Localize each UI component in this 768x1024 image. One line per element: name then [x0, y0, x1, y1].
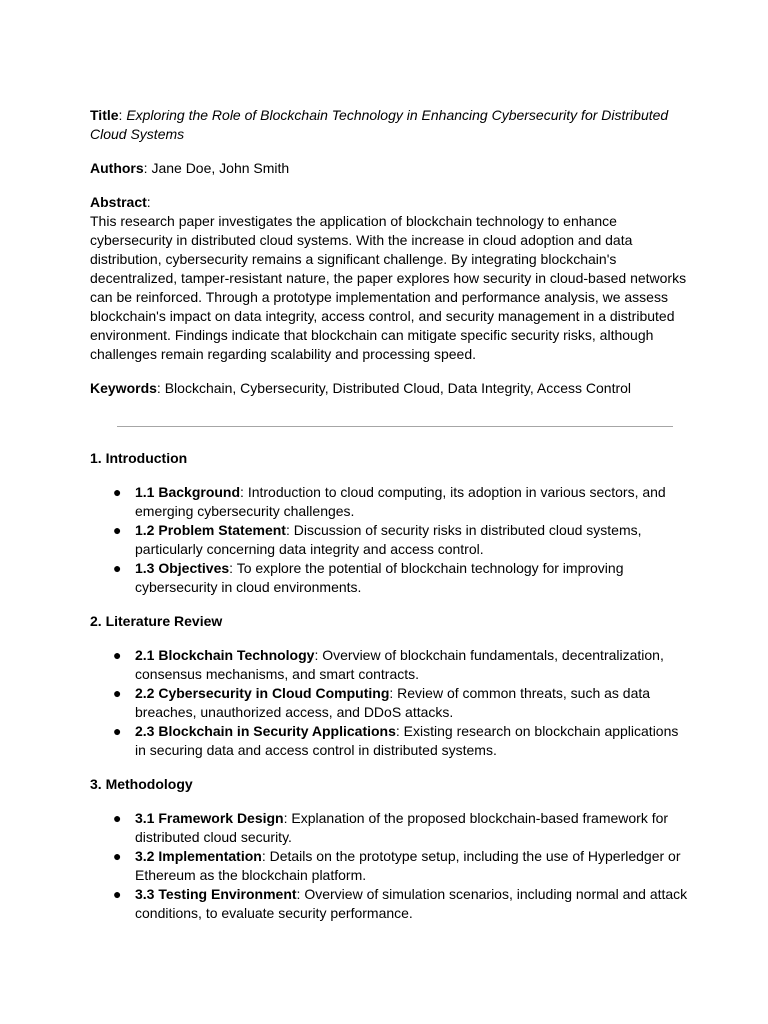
item-label: 3.1 Framework Design — [135, 810, 284, 826]
item-text: Discussion of security risks in distributed cloud systems, particularly concerning data integrity and access control. — [135, 522, 642, 557]
item-text: Details on the prototype setup, including the use of Hyperledger or Ethereum as the blockchain platform. — [135, 848, 681, 883]
bullet-icon: ● — [113, 848, 122, 864]
bullet-icon: ● — [113, 723, 122, 739]
bullet-icon: ● — [113, 685, 122, 701]
item-label: 1.1 Background — [135, 484, 241, 500]
bullet-icon: ● — [113, 810, 122, 826]
bullet-list — [90, 646, 690, 760]
item-text: Overview of blockchain fundamentals, decentralization, consensus mechanisms, and smart contracts. — [135, 647, 664, 682]
item-text: Introduction to cloud computing, its adoption in various sectors, and emerging cybersecurity challenges. — [135, 484, 666, 519]
paper-title: Exploring the Role of Blockchain Technology in Enhancing Cybersecurity for Distributed Cloud Systems — [90, 107, 669, 142]
bullet-icon: ● — [113, 484, 122, 500]
document-header — [90, 106, 690, 398]
keywords-label: Keywords — [90, 380, 157, 396]
item-text: Existing research on blockchain applications in securing data and access control in distributed systems. — [135, 723, 679, 758]
section-introduction — [90, 449, 690, 597]
item-label: 3.2 Implementation — [135, 848, 262, 864]
item-label: 1.3 Objectives — [135, 560, 230, 576]
list-item: ● 2.1 Blockchain Technology: Overview of blockchain fundamentals, decentralization, consensus mechanisms, and smart contracts. — [113, 647, 664, 682]
item-label: 2.1 Blockchain Technology — [135, 647, 315, 663]
keywords-paragraph: Keywords: Blockchain, Cybersecurity, Distributed Cloud, Data Integrity, Access Control — [90, 380, 632, 396]
bullet-icon: ● — [113, 647, 122, 663]
list-item: ● 2.3 Blockchain in Security Applications: Existing research on blockchain applications in securing data and access control in distributed systems. — [113, 723, 679, 758]
bullet-icon: ● — [113, 886, 122, 902]
item-text: Review of common threats, such as data breaches, unauthorized access, and DDoS attacks. — [135, 685, 651, 720]
horizontal-divider — [117, 426, 673, 427]
authors-label: Authors — [90, 160, 144, 176]
authors-names: Jane Doe, John Smith — [151, 160, 290, 176]
list-item: ● 3.3 Testing Environment: Overview of simulation scenarios, including normal and attack conditions, to evaluate security performance. — [113, 886, 688, 921]
section-heading: 1. Introduction — [90, 450, 188, 466]
bullet-icon: ● — [113, 560, 122, 576]
section-literature-review — [90, 612, 690, 760]
item-text: Overview of simulation scenarios, including normal and attack conditions, to evaluate security performance. — [135, 886, 688, 921]
item-label: 3.3 Testing Environment — [135, 886, 297, 902]
outline-sections — [90, 449, 690, 938]
bullet-list — [90, 483, 690, 597]
list-item: ● 1.2 Problem Statement: Discussion of security risks in distributed cloud systems, particularly concerning data integrity and access control. — [113, 522, 642, 557]
item-label: 2.3 Blockchain in Security Applications — [135, 723, 396, 739]
list-item: ● 1.1 Background: Introduction to cloud computing, its adoption in various sectors, and emerging cybersecurity challenges. — [113, 484, 666, 519]
list-item: ● 3.2 Implementation: Details on the prototype setup, including the use of Hyperledger or Ethereum as the blockchain platform. — [113, 848, 681, 883]
abstract-heading: Abstract: — [90, 194, 151, 210]
section-methodology — [90, 775, 690, 923]
title-paragraph: Title: Exploring the Role of Blockchain Technology in Enhancing Cybersecurity for Distributed Cloud Systems — [90, 107, 669, 142]
item-label: 1.2 Problem Statement — [135, 522, 286, 538]
item-text: To explore the potential of blockchain technology for improving cybersecurity in cloud environments. — [135, 560, 624, 595]
bullet-icon: ● — [113, 522, 122, 538]
list-item: ● 3.1 Framework Design: Explanation of the proposed blockchain-based framework for distributed cloud security. — [113, 810, 669, 845]
bullet-list — [90, 809, 690, 923]
authors-paragraph: Authors: Jane Doe, John Smith — [90, 160, 290, 176]
keywords-list: Blockchain, Cybersecurity, Distributed Cloud, Data Integrity, Access Control — [164, 380, 632, 396]
item-text: Explanation of the proposed blockchain-based framework for distributed cloud security. — [135, 810, 669, 845]
list-item: ● 2.2 Cybersecurity in Cloud Computing: Review of common threats, such as data breaches, unauthorized access, and DDoS attacks. — [113, 685, 651, 720]
section-heading: 2. Literature Review — [90, 613, 223, 629]
item-label: 2.2 Cybersecurity in Cloud Computing — [135, 685, 390, 701]
title-label: Title — [90, 107, 119, 123]
abstract-label: Abstract — [90, 194, 147, 210]
section-heading: 3. Methodology — [90, 776, 193, 792]
list-item: ● 1.3 Objectives: To explore the potential of blockchain technology for improving cybersecurity in cloud environments. — [113, 560, 624, 595]
abstract-text: This research paper investigates the application of blockchain technology to enhance cybersecurity in distributed cloud systems. With the increase in cloud adoption and data distribution, cybersecurity remains a significant challenge. By integrating blockchain's decentralized, tamper-resistant nature, the paper explores how security in cloud-based networks can be reinforced. Through a prototype implementation and performance analysis, we assess blockchain's impact on data integrity, access control, and security management in a distributed environment. Findings indicate that blockchain can mitigate specific security risks, although challenges remain regarding scalability and processing speed. — [90, 213, 687, 362]
